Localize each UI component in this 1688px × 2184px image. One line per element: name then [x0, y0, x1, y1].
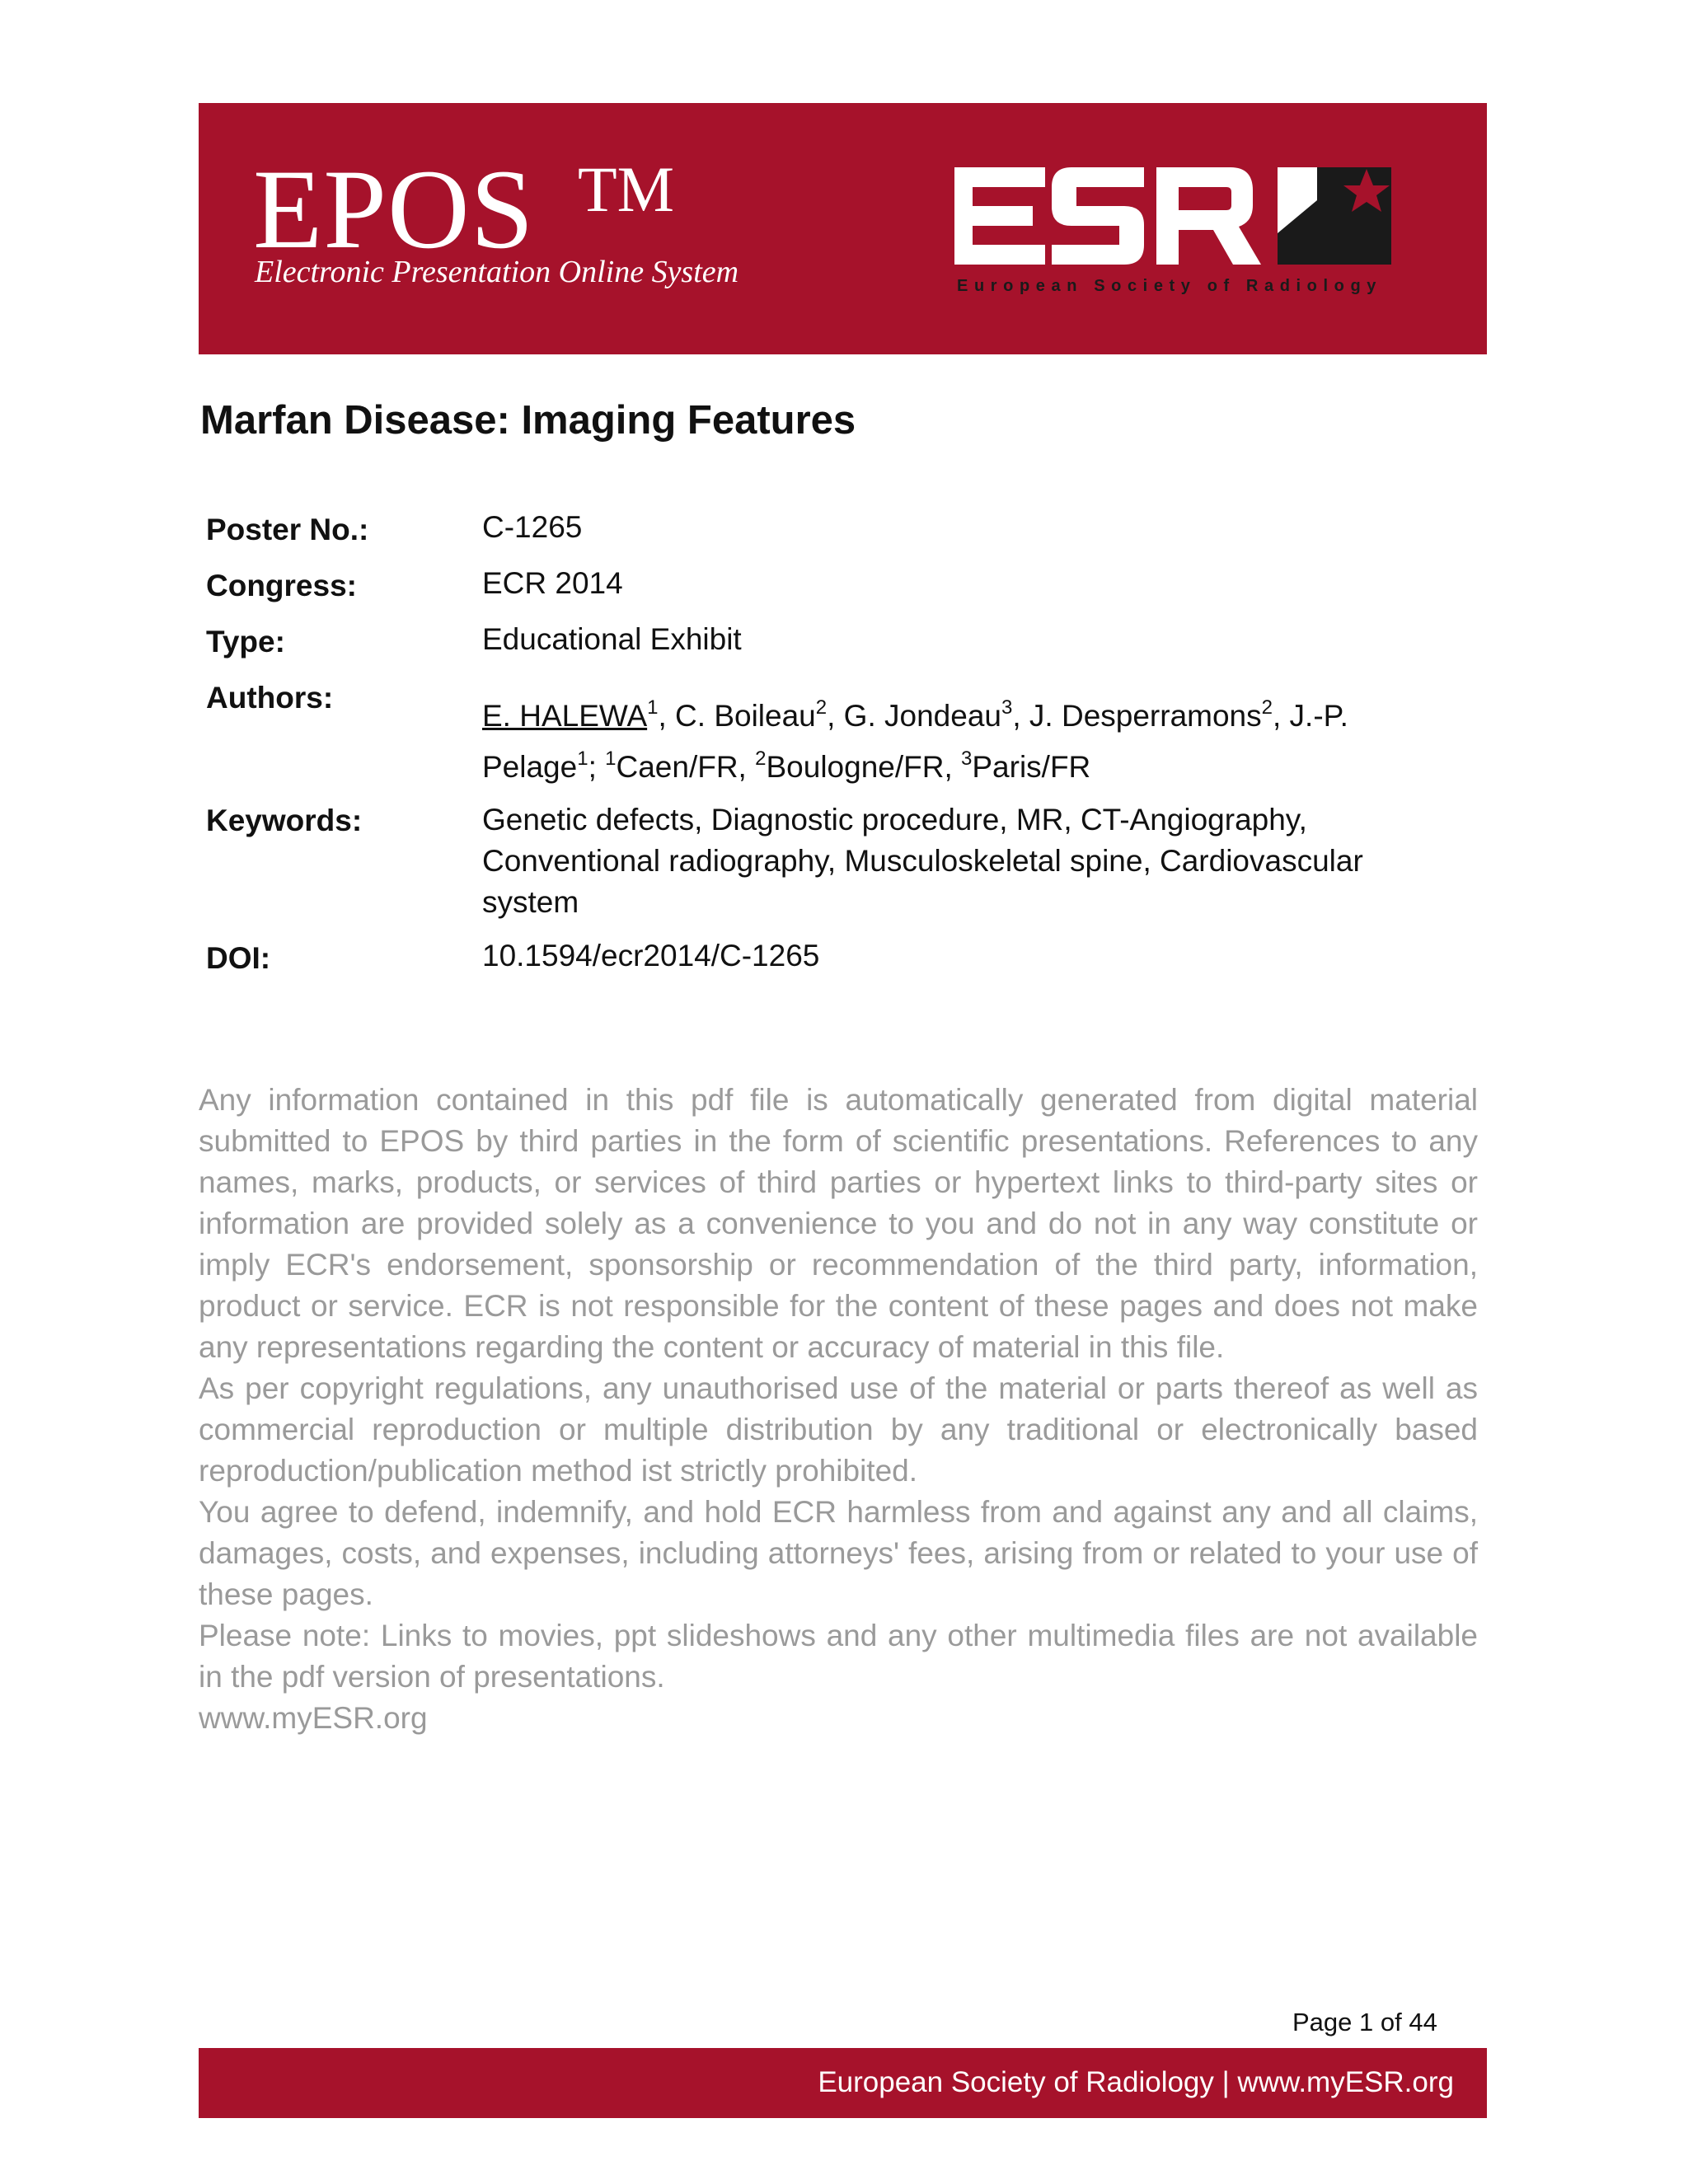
page-title: Marfan Disease: Imaging Features [200, 398, 856, 443]
author-name: Pelage [482, 750, 578, 784]
author-name: , C. Boileau [658, 699, 816, 733]
keywords-value: Genetic defects, Diagnostic procedure, MR, CT-Angiography, Conventional radiography, Musculoskeletal spine, Cardiovascular system [482, 803, 1363, 919]
authors-label: Authors: [206, 681, 334, 715]
authors-value [482, 691, 1471, 793]
page-indicator: Page 1 of 44 [1292, 2008, 1437, 2036]
poster-no-value: C-1265 [482, 510, 583, 544]
affiliation: Boulogne/FR, [766, 750, 962, 784]
affiliation: Caen/FR, [616, 750, 756, 784]
affiliation-sup: 1 [605, 747, 617, 770]
affiliation-sup: 2 [755, 747, 767, 770]
affiliation-separator: ; [588, 750, 597, 784]
author-name: , J. Desperramons [1012, 699, 1262, 733]
doi-label: DOI: [206, 941, 271, 975]
header-banner [199, 103, 1487, 354]
author-sup: 1 [577, 747, 588, 770]
author-name: , G. Jondeau [827, 699, 1001, 733]
footer-banner [199, 2048, 1487, 2118]
keywords-label: Keywords: [206, 804, 363, 837]
doi-value: 10.1594/ecr2014/C-1265 [482, 939, 820, 972]
disclaimer-paragraph: You agree to defend, indemnify, and hold ECR harmless from and against any and all claims, damages, costs, and expenses, including attorneys' fees, arising from or related to your use of these pages. [199, 1495, 1478, 1611]
author-name: , J.-P. [1273, 699, 1348, 733]
author-sup: 2 [815, 696, 828, 719]
poster-no-label: Poster No.: [206, 513, 369, 546]
disclaimer-link[interactable]: www.myESR.org [199, 1701, 428, 1735]
epos-logo-title: EPOS [253, 146, 535, 272]
epos-trademark: TM [578, 153, 674, 225]
author-sup: 1 [647, 696, 659, 719]
disclaimer-paragraph: Please note: Links to movies, ppt slideshows and any other multimedia files are not available in the pdf version of presentations. [199, 1619, 1478, 1694]
disclaimer [199, 1080, 1478, 1739]
footer-text: European Society of Radiology | www.myESR.org [818, 2066, 1454, 2098]
esr-tagline: European Society of Radiology [957, 277, 1382, 295]
affiliation: Paris/FR [972, 750, 1091, 784]
congress-label: Congress: [206, 569, 357, 602]
congress-value: ECR 2014 [482, 566, 623, 600]
author-sup: 3 [1001, 696, 1013, 719]
disclaimer-paragraph: As per copyright regulations, any unauthorised use of the material or parts thereof as well as commercial reproduction or multiple distribution by any traditional or electronically based reproduction/publication method ist strictly prohibited. [199, 1371, 1478, 1488]
author-sup: 2 [1261, 696, 1273, 719]
type-label: Type: [206, 625, 285, 658]
epos-subtitle: Electronic Presentation Online System [255, 255, 739, 289]
author-main: E. HALEWA [482, 699, 648, 733]
type-value: Educational Exhibit [482, 622, 742, 656]
esr-logo [954, 167, 1391, 265]
disclaimer-paragraph: Any information contained in this pdf file is automatically generated from digital material submitted to EPOS by third parties in the form of scientific presentations. References to any names, marks, products, or services of third parties or hypertext links to third-party sites or information are provided solely as a convenience to you and do not in any way constitute or imply ECR's endorsement, sponsorship or recommendation of the third party, information, product or service. ECR is not responsible for the content of these pages and does not make any representations regarding the content or accuracy of material in this file. [199, 1083, 1478, 1364]
affiliation-sup: 3 [961, 747, 973, 770]
